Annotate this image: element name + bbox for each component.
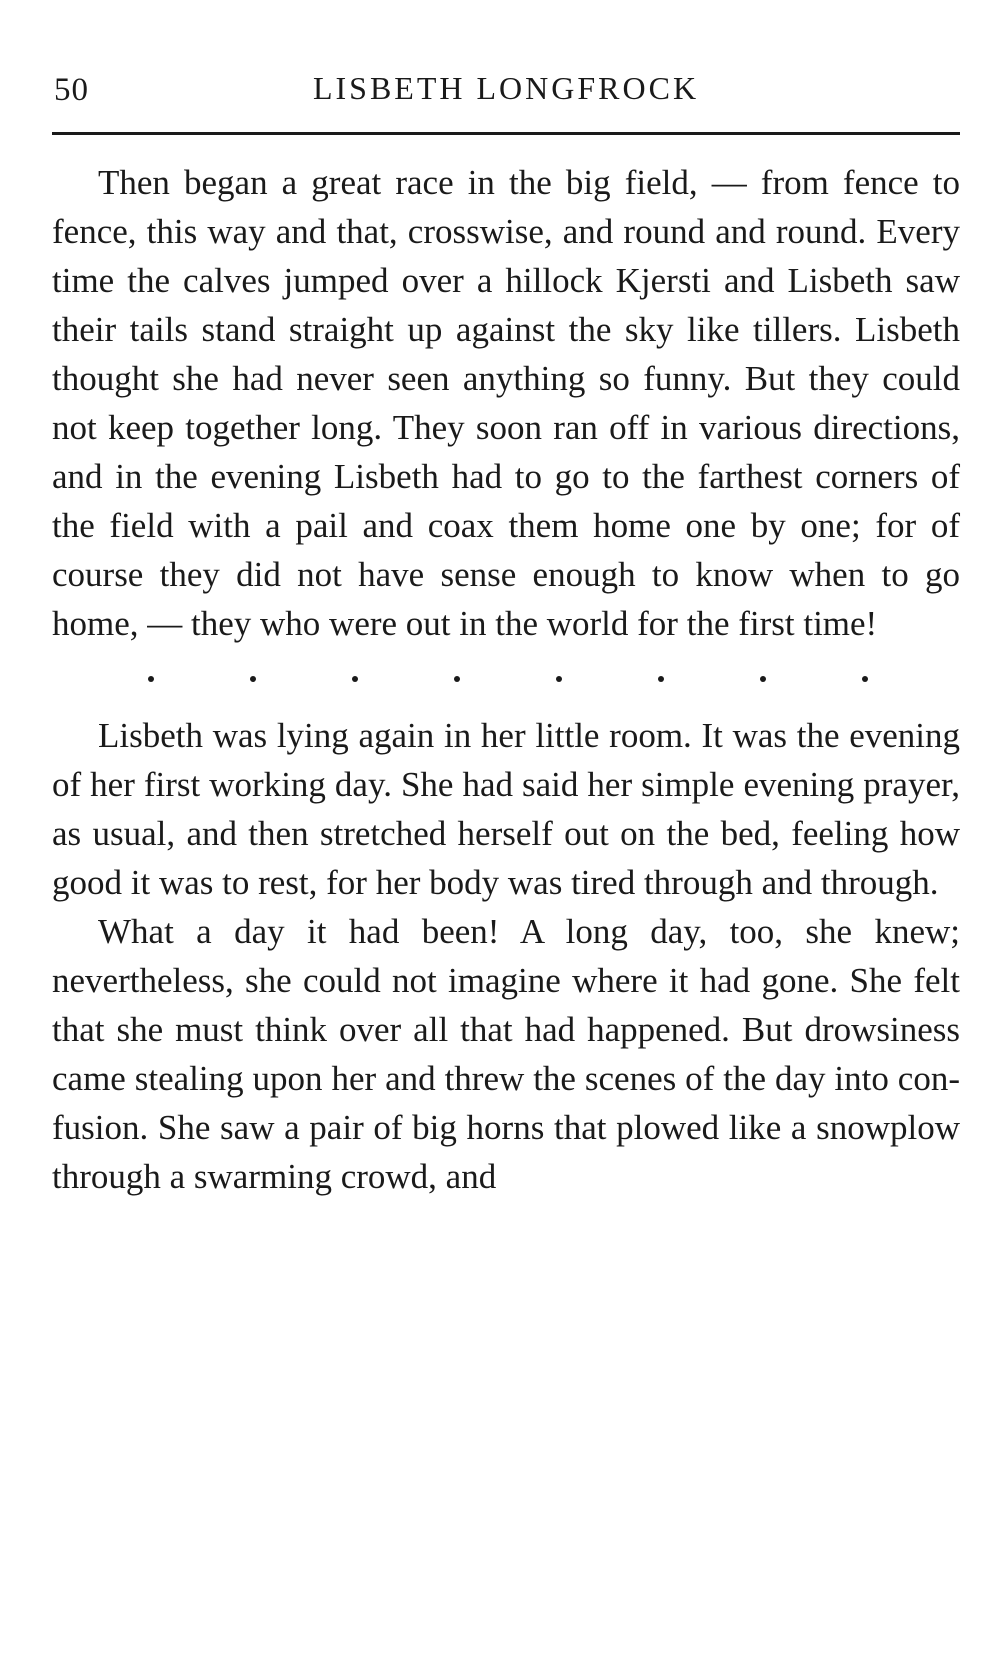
paragraph-3: What a day it had been! A long day, too, she knew; nevertheless, she could not imagine where it had gone. She felt that she must think over all that had happened. But drowsiness came stealing upon her and threw the scenes of the day into confusion. She saw a pair of big horns that plowed like a snowplow through a swarming crowd, and — [52, 912, 960, 1196]
body-text — [52, 158, 960, 1201]
section-break-dot — [352, 676, 358, 682]
section-break-dot — [454, 676, 460, 682]
section-break-dot — [862, 676, 868, 682]
section-break-dot — [556, 676, 562, 682]
section-break-dot — [760, 676, 766, 682]
section-break-dot — [658, 676, 664, 682]
header-rule — [52, 132, 960, 135]
page-number: 50 — [54, 72, 89, 108]
section-break-dot — [148, 676, 154, 682]
section-break-dot — [250, 676, 256, 682]
section-break — [52, 654, 960, 703]
paragraph-1: Then began a great race in the big field, — from fence to fence, this way and that, crosswise, and round and round. Every time the calves jumped over a hillock Kjersti and Lisbeth saw their tails stand straight up against the sky like tillers. Lisbeth thought she had never seen anything so funny. But they could not keep together long. They soon ran off in various directions, and in the evening Lisbeth had to go to the farthest corners of the field with a pail and coax them home one by one; for of course they did not have sense enough to know when to go home, — they who were out in the world for the first time! — [52, 163, 960, 643]
running-title: LISBETH LONGFROCK — [312, 70, 700, 106]
paragraph-2: Lisbeth was lying again in her little room. It was the evening of her first working day. She had said her simple evening prayer, as usual, and then stretched herself out on the bed, feeling how good it was to rest, for her body was tired through and through. — [52, 716, 960, 902]
running-head — [52, 66, 960, 110]
